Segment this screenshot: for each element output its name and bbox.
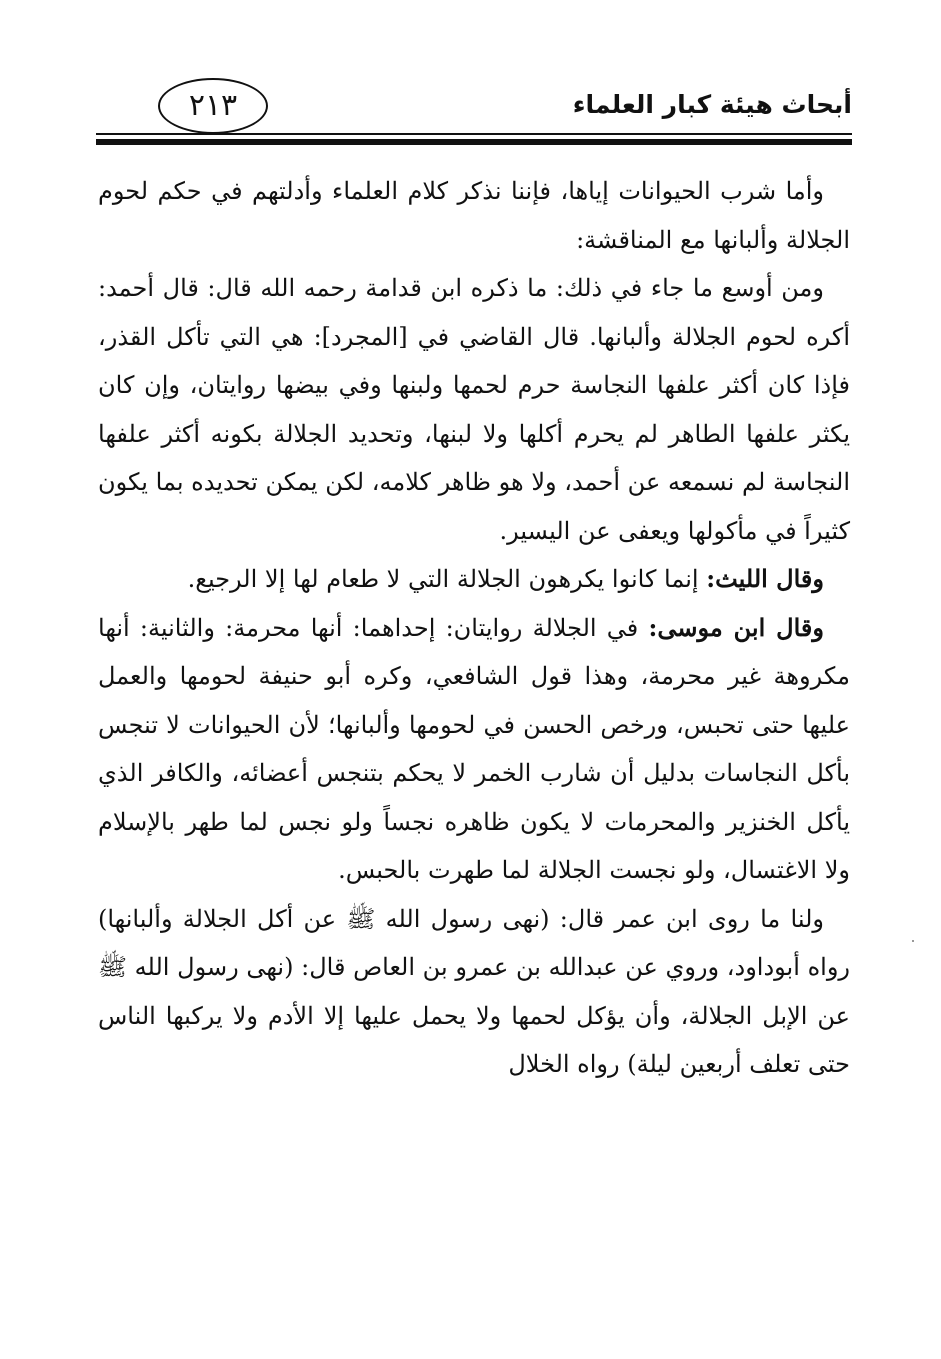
page-number-oval [158,78,268,134]
running-title: أبحاث هيئة كبار العلماء [572,90,852,119]
paragraph-3-text: إنما كانوا يكرهون الجلالة التي لا طعام لها إلا الرجيع. [187,565,699,593]
page-number: ٢١٣ [188,88,238,123]
paragraph-5: ولنا ما روى ابن عمر قال: (نهى رسول الله ﷺ عن أكل الجلالة وألبانها) رواه أبوداود، وروي عن عبدالله بن عمرو بن العاص قال: (نهى رسول الله ﷺ عن الإبل الجلالة، وأن يؤكل لحمها ولا يحمل عليها إلا الأدم ولا يركبها الناس حتى تعلف أربعين ليلة) رواه الخلال [98,904,850,1078]
paragraph-4-text: في الجلالة روايتان: إحداهما: أنها محرمة: والثانية: أنها مكروهة غير محرمة، وهذا قول الشافعي، وكره أبو حنيفة لحومها والعمل عليها حتى تحبس، ورخص الحسن في لحومها وألبانها؛ لأن الحيوانات لا تنجس بأكل النجاسات بدليل أن شارب الخمر لا يحكم بتنجس أعضائه، والكافر الذي يأكل الخنزير والمحرمات لا يكون ظاهره نجساً ولو نجس لما طهر بالإسلام ولا الاغتسال، ولو نجست الجلالة لما طهرت بالحبس. [98,613,850,884]
paragraph-1: وأما شرب الحيوانات إياها، فإننا نذكر كلام العلماء وأدلتهم في حكم لحوم الجلالة وألبانها مع المناقشة: [98,177,850,254]
margin-speck [912,940,914,942]
paragraph-3 [98,555,850,604]
speaker-al-layth: وقال الليث: [706,564,824,593]
page-header [96,72,852,152]
speaker-ibn-musa: وقال ابن موسى: [648,612,824,642]
paragraph-4 [98,604,850,895]
body-text [98,167,850,1089]
header-rule-thick [96,139,852,145]
paragraph-2: ومن أوسع ما جاء في ذلك: ما ذكره ابن قدامة رحمه الله قال: قال أحمد: أكره لحوم الجلالة وألبانها. قال القاضي في [المجرد]: هي التي تأكل القذر، فإذا كان أكثر علفها النجاسة حرم لحمها ولبنها وفي بيضها روايتان، وإن كان يكثر علفها الطاهر لم يحرم أكلها ولا لبنها، وتحديد الجلالة بكونه أكثر علفها النجاسة لم نسمعه عن أحمد، ولا هو ظاهر كلامه، لكن يمكن تحديده بما يكون كثيراً في مأكولها ويعفى عن اليسير. [98,274,850,545]
